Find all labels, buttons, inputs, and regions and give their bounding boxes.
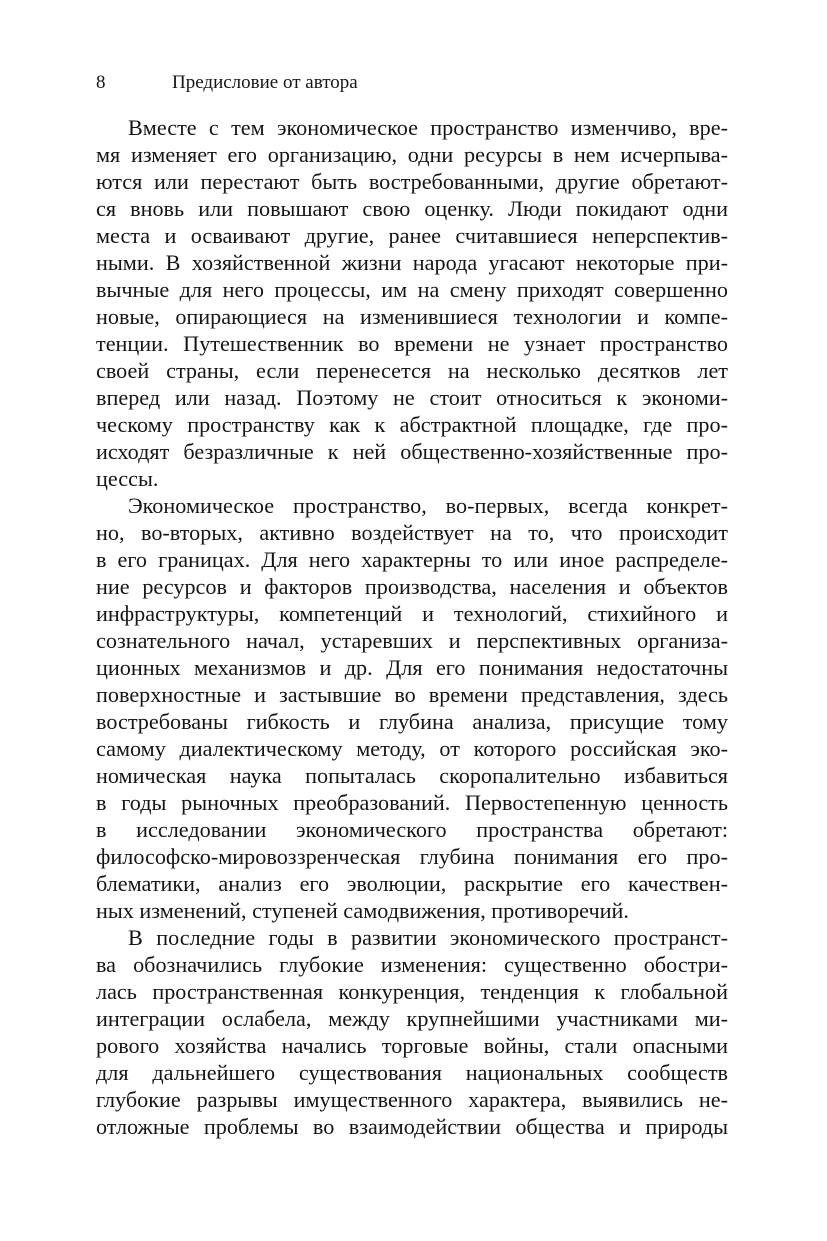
text-line: ционных механизмов и др. Для его понимания недостаточны <box>96 655 728 680</box>
text-line: цессы. <box>96 466 159 491</box>
text-line: самому диалектическому методу, от которого российская эко- <box>96 736 728 761</box>
text-line: философско-мировоззренческая глубина понимания его про- <box>96 844 728 869</box>
text-line: блематики, анализ его эволюции, раскрытие его качествен- <box>96 871 728 896</box>
text-line: ние ресурсов и факторов производства, населения и объектов <box>96 574 728 599</box>
text-line: ся вновь или повышают свою оценку. Люди покидают одни <box>96 196 728 221</box>
text-line: инфраструктуры, компетенций и технологий, стихийного и <box>96 601 728 626</box>
text-line: глубокие разрывы имущественного характера, выявились не- <box>96 1087 728 1112</box>
text-line: поверхностные и застывшие во времени представления, здесь <box>96 682 728 707</box>
text-line: своей страны, если перенесется на несколько десятков лет <box>96 358 728 383</box>
text-line: места и осваивают другие, ранее считавшиеся неперспектив- <box>96 223 728 248</box>
running-head <box>96 70 736 100</box>
text-line: но, во-вторых, активно воздействует на то, что происходит <box>96 520 728 545</box>
text-line: в его границах. Для него характерны то или иное распределе- <box>96 547 728 572</box>
text-line: ных изменений, ступеней самодвижения, противоречий. <box>96 898 629 923</box>
text-line: мя изменяет его организацию, одни ресурсы в нем исчерпыва- <box>96 142 728 167</box>
text-line: интеграции ослабела, между крупнейшими участниками ми- <box>96 1006 728 1031</box>
text-line: вычные для него процессы, им на смену приходят совершенно <box>96 277 728 302</box>
text-line: исходят безразличные к ней общественно-хозяйственные про- <box>96 439 728 464</box>
paragraph-3 <box>96 924 728 1140</box>
text-line: сознательного начал, устаревших и перспективных организа- <box>96 628 728 653</box>
text-line: В последние годы в развитии экономического пространст- <box>128 925 728 950</box>
paragraph-2 <box>96 492 728 924</box>
text-line: в исследовании экономического пространства обретают: <box>96 817 728 842</box>
text-line: ются или перестают быть востребованными, другие обретают- <box>96 169 728 194</box>
body-text <box>96 114 728 1140</box>
text-line: Вместе с тем экономическое пространство изменчиво, вре- <box>128 115 728 140</box>
text-line: востребованы гибкость и глубина анализа, присущие тому <box>96 709 728 734</box>
text-line: вперед или назад. Поэтому не стоит относиться к экономи- <box>96 385 728 410</box>
text-line: в годы рыночных преобразований. Первостепенную ценность <box>96 790 728 815</box>
text-line: ными. В хозяйственной жизни народа угасают некоторые при- <box>96 250 728 275</box>
text-line: ва обозначились глубокие изменения: существенно обостри- <box>96 952 728 977</box>
text-line: Экономическое пространство, во-первых, всегда конкрет- <box>128 493 728 518</box>
paragraph-1 <box>96 114 728 492</box>
text-line: отложные проблемы во взаимодействии общества и природы <box>96 1114 728 1139</box>
text-line: новые, опирающиеся на изменившиеся технологии и компе- <box>96 304 728 329</box>
text-line: ческому пространству как к абстрактной площадке, где про- <box>96 412 728 437</box>
text-line: рового хозяйства начались торговые войны, стали опасными <box>96 1033 728 1058</box>
running-title: Предисловие от автора <box>172 72 358 93</box>
text-line: для дальнейшего существования национальных сообществ <box>96 1060 728 1085</box>
text-line: лась пространственная конкуренция, тенденция к глобальной <box>96 979 728 1004</box>
text-line: номическая наука попыталась скоропалительно избавиться <box>96 763 728 788</box>
page-number: 8 <box>96 72 106 93</box>
text-line: тенции. Путешественник во времени не узнает пространство <box>96 331 728 356</box>
